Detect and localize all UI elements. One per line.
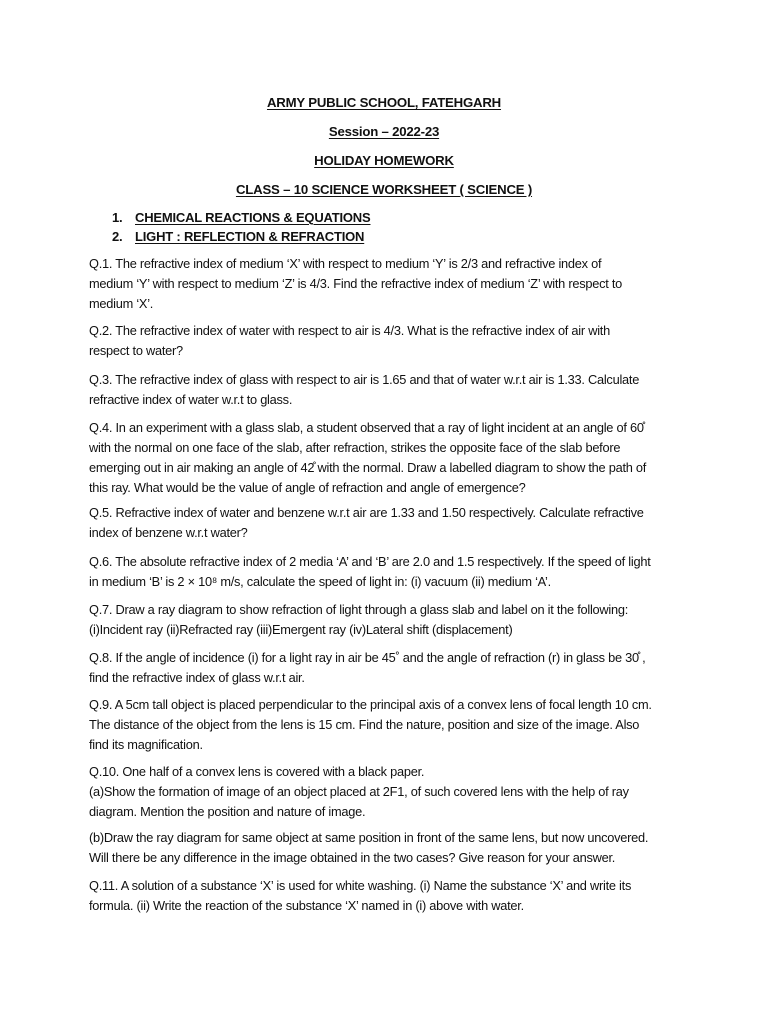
question-1: Q.1. The refractive index of medium ‘X’ with respect to medium ‘Y’ is 2/3 and refractive index of medium ‘Y’ with respect to medium ‘Z’ is 4/3. Find the refractive index of medium ‘Z’ with respect to medium ‘X’. bbox=[89, 256, 623, 311]
question-7: Q.7. Draw a ray diagram to show refraction of light through a glass slab and label on it the following: (i)Incident ray (ii)Refracted ray (iii)Emergent ray (iv)Lateral shift (displacement) bbox=[89, 602, 629, 637]
question-4: Q.4. In an experiment with a glass slab, a student observed that a ray of light incident at an angle of 60̊ with the normal on one face of the slab, after refraction, strikes the opposite face of the slab before emerging out in air making an angle of 42̊ with the normal. Draw a labelled diagram to show the path of this ray. What would be the value of angle of refraction and angle of emergence? bbox=[89, 420, 647, 495]
class-line: CLASS – 10 SCIENCE WORKSHEET ( SCIENCE ) bbox=[235, 182, 533, 197]
topic-item: 1. CHEMICAL REACTIONS & EQUATIONS bbox=[112, 210, 371, 225]
question-3: Q.3. The refractive index of glass with respect to air is 1.65 and that of water w.r.t air is 1.33. Calculate refractive index of water w.r.t to glass. bbox=[89, 372, 640, 407]
question-10: Q.10. One half of a convex lens is covered with a black paper. (a)Show the formation of image of an object placed at 2F1, of such covered lens with the help of ray diagram. Mention the position and nature of image. bbox=[89, 764, 629, 819]
question-9: Q.9. A 5cm tall object is placed perpendicular to the principal axis of a convex lens of focal length 10 cm. The distance of the object from the lens is 15 cm. Find the nature, position and size of the image. Also find its magnification. bbox=[89, 697, 652, 752]
question-8: Q.8. If the angle of incidence (i) for a light ray in air be 45˚ and the angle of refraction (r) in glass be 30̊ , find the refractive index of glass w.r.t air. bbox=[89, 650, 646, 685]
topic-item: 2. LIGHT : REFLECTION & REFRACTION bbox=[112, 229, 365, 244]
topic-list bbox=[112, 210, 370, 248]
homework-title: HOLIDAY HOMEWORK bbox=[314, 153, 454, 168]
question-11: Q.11. A solution of a substance ‘X’ is used for white washing. (i) Name the substance ‘X’ and write its formula. (ii) Write the reaction of the substance ‘X’ named in (i) above with water. bbox=[89, 878, 632, 913]
session-line: Session – 2022-23 bbox=[328, 124, 440, 139]
question-6: Q.6. The absolute refractive index of 2 media ‘A’ and ‘B’ are 2.0 and 1.5 respectively. If the speed of light in medium ‘B’ is 2 × 10⁸ m/s, calculate the speed of light in: (i) vacuum (ii) medium ‘A’. bbox=[89, 554, 651, 589]
question-5: Q.5. Refractive index of water and benzene w.r.t air are 1.33 and 1.50 respectively. Calculate refractive index of benzene w.r.t water? bbox=[89, 505, 644, 540]
question-2: Q.2. The refractive index of water with respect to air is 4/3. What is the refractive index of air with respect to water? bbox=[89, 323, 610, 358]
question-10b: (b)Draw the ray diagram for same object at same position in front of the same lens, but now uncovered. Will there be any difference in the image obtained in the two cases? Give reason for your answer. bbox=[89, 830, 649, 865]
school-name: ARMY PUBLIC SCHOOL, FATEHGARH bbox=[266, 95, 502, 110]
